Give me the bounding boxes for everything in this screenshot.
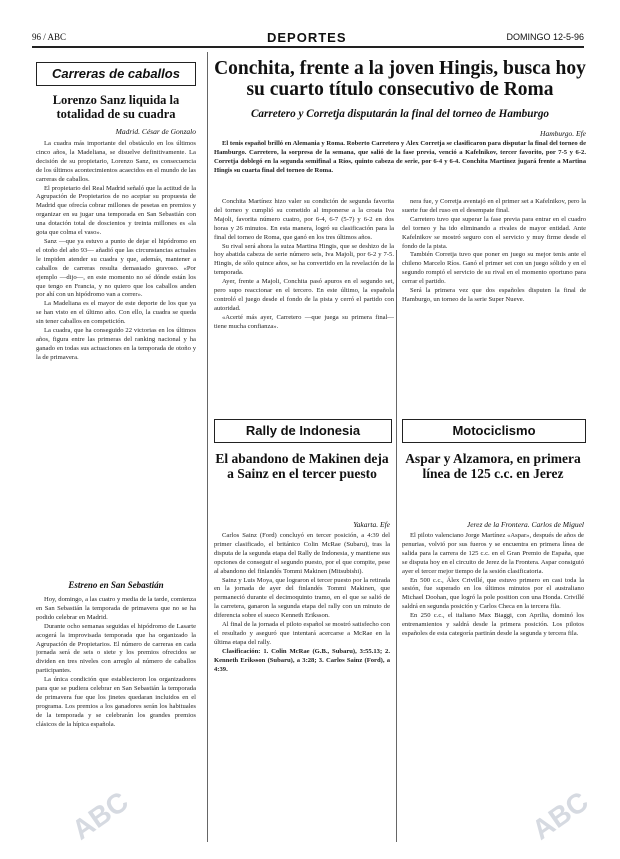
main-story-title: Conchita, frente a la joven Hingis, busca hoy su cuarto título consecutivo de Roma (214, 58, 586, 101)
paragraph: Durante ocho semanas seguidas el hipódromo de Lasarte acogerá la improvisada temporada que ha organizado la Agrupación de Propietarios. El número de carreras en cada jornada será de seis o siete y los premios ofrecidos se dividen en tres niveles con arreglo al número de caballos participantes. (36, 622, 196, 675)
moto-title: Aspar y Alzamora, en primera línea de 125 c.c. en Jerez (405, 451, 581, 481)
main-story-col2 (402, 198, 586, 414)
paragraph: Hoy, domingo, a las cuatro y media de la tarde, comienza en San Sebastián la temporada de primavera que no se ha podido celebrar en Madrid. (36, 596, 196, 621)
paragraph: La cuadra más importante del obstáculo en los últimos cinco años, la Madeliana, se disuelve definitivamente. La decisión de su propietario, Lorenzo Sanz, es consecuencia de los últimos acontecimientos acaecidos en el mundo de las carreras de caballos. (36, 140, 196, 183)
left-box-heading (36, 62, 196, 86)
main-story-col1 (214, 198, 394, 414)
moto-box-heading (402, 419, 586, 443)
page-label: 96 / ABC (32, 32, 67, 42)
main-story-subtitle: Carretero y Corretja disputarán la final del torneo de Hamburgo (250, 108, 550, 120)
main-story-byline: Hamburgo. Efe (540, 129, 586, 138)
page-header (32, 28, 584, 44)
paragraph: En 250 c.c., el italiano Max Biaggi, con Aprilia, dominó los entrenamientos y saldrá desde la primera posición. Los pilotos españoles de esta categoría partirán desde la segunda y tercera fila. (402, 612, 584, 637)
paragraph: La cuadra, que ha conseguido 22 victorias en los últimos años, figura entre las primeras del ranking nacional y ha ganado en todas sus actuaciones en la temporada de otoño y la de primavera. (36, 327, 196, 361)
moto-body (402, 532, 584, 830)
paragraph: «Acerté más ayer, Carretero —que juega su primera final— tiene mucha confianza». (214, 313, 394, 330)
abc-watermark: ABC (526, 785, 594, 846)
lead-paragraph: El tenis español brilló en Alemania y Roma. Roberto Carretero y Álex Corretja se clasificaron para disputar la final del torneo de Hamburgo. Carretero, la sorpresa de la semana, que salió de la fase previa, venció a Kafelnikov, tercer favorito, por 7-5 y 6-2. Corretja doblegó en la segunda semifinal a Ríos, quinto cabeza de serie, por 6-4 y 6-4. Conchita Martínez jugará frente a Martina Hingis su cuarta final del torneo de Roma. (214, 140, 586, 174)
left-article-byline: Madrid. César de Gonzalo (115, 127, 196, 136)
column-divider (207, 52, 208, 842)
paragraph: Al final de la jornada el piloto español se mostró satisfecho con el resultado y aseguró que intentará acercarse a McRae en la última etapa del rally. (214, 621, 390, 646)
paragraph: En 500 c.c., Álex Crivillé, que estuvo primero en casi toda la sesión, fue superado en los últimos minutos por el australiano Michael Doohan, que logró la pole position con una Honda. Crivillé saldrá en segunda posición y Carlos Checa en la tercera fila. (402, 576, 584, 611)
paragraph: Sainz y Luis Moya, que lograron el tercer puesto por la retirada en la jornada de ayer del finlandés Tommi Makinen, que permaneció durante el decimoquinto tramo, en el que se salió de la carretera, ganaron la segunda etapa del rally con un minuto de diferencia sobre el sueco Kenneth Eriksson. (214, 576, 390, 620)
left-article-title: Lorenzo Sanz liquida la totalidad de su cuadra (52, 93, 180, 121)
paragraph: Ayer, frente a Majoli, Conchita pasó apuros en el segundo set, pero supo reaccionar en el tercero. En este último, la española controló el juego desde el fondo de la pista y cerró el partido con autoridad. (214, 278, 394, 312)
rally-box-heading (214, 419, 392, 443)
paragraph: Conchita Martínez hizo valer su condición de segunda favorita del torneo y cumplió su cometido al imponerse a la croata Iva Majoli, favorita número cuatro, por 6-4, 6-7 (5-7) y 6-2 en dos horas y 26 minutos. En esta manera, logró su clasificación para la final del torneo de Roma, que ganó en los tres últimos años. (214, 198, 394, 241)
paragraph: El propietario del Real Madrid señaló que la actitud de la Agrupación de Propietarios de no aceptar su propuesta de Madrid que ofrecía cobrar millones de pesetas en premios y organizar en su jugar una temporada en San Sebastián con una dotación total de doscientos y treinta millones es «la gota que colma el vaso». (36, 184, 196, 237)
left-box-heading-text: Carreras de caballos (52, 66, 180, 81)
paragraph: También Corretja tuvo que poner en juego su mejor tenis ante el chileno Marcelo Ríos. Ganó el primer set con un juego sólido y en el segundo rompió el servicio de su rival en el momento oportuno para cerrar el partido. (402, 251, 586, 286)
paragraph: Carretero tuvo que superar la fase previa para entrar en el cuadro del torneo y ha ido eliminando a rivales de mayor entidad. Ante Kafelnikov se mostró seguro con el servicio y muy firme desde el fondo de la pista. (402, 215, 586, 250)
paragraph: nera fue, y Corretja aventajó en el primer set a Kafelnikov, pero la suerte fue del ruso en el desempate final. (402, 198, 586, 214)
paragraph: La Madeliana es el mayor de este deporte de los que ya se han visto en el último año. Con ello, la cuadra se queda sin tener caballos en competición. (36, 300, 196, 326)
paragraph: Su rival será ahora la suiza Martina Hingis, que se deshizo de la hoy abatida cabeza de serie número seis, Iva Majoli, por 6-2 y 7-5. Hingis, de sólo quince años, se ha convertido en la revelación de la temporada. (214, 242, 394, 277)
issue-date: DOMINGO 12-5-96 (506, 32, 584, 42)
main-story-lead (214, 140, 586, 194)
rally-byline: Yakarta. Efe (353, 520, 390, 529)
section-title: DEPORTES (267, 30, 347, 45)
paragraph: El piloto valenciano Jorge Martínez «Aspar», después de años de penurias, volvió por sus fueros y se encuentra en primera línea de salida para la carrera de 125 c.c. en el Gran Premio de España, que se disputa hoy en el circuito de Jerez de la Frontera. Aspar consiguió ayer el tercer mejor tiempo de la sesión clasificatoria. (402, 532, 584, 575)
moto-byline: Jerez de la Frontera. Carlos de Miguel (466, 520, 584, 529)
moto-box-heading-text: Motociclismo (452, 423, 536, 438)
rally-body (214, 532, 390, 830)
section2-heading: Estreno en San Sebastián (68, 580, 164, 590)
rally-title: El abandono de Makinen deja a Sainz en el tercer puesto (215, 451, 389, 481)
left-article-body (36, 140, 196, 572)
paragraph: Será la primera vez que dos españoles disputen la final de Hamburgo, un torneo de la serie Super Nueve. (402, 287, 586, 303)
paragraph: Sanz —que ya estuvo a punto de dejar el hipódromo en el otoño del año 93— añadió que las circunstancias actuales le impiden atender su cuadra y que, además, mantener a caballos de carreras resulta demasiado gravoso. «Por ejemplo —dijo—, en este momento no sé dónde están los que tengo en Francia, y no quiero que los caballos anden por ahí con un hipódromo van a correr». (36, 237, 196, 299)
paragraph: La única condición que establecieron los organizadores para que se pudiera celebrar en San Sebastián la temporada de primavera fue que los jinetes quedaran incluidos en el programa. Los premios a los ganadores serán los habituales de la temporada y se celebrarán los grandes premios clásicos de la hípica española. (36, 676, 196, 728)
rally-box-heading-text: Rally de Indonesia (245, 423, 361, 438)
header-rule (32, 46, 584, 48)
paragraph: Clasificación: 1. Colin McRae (G.B., Subaru), 3:55.13; 2. Kenneth Eriksson (Subaru), a 3:28; 3. Carlos Sainz (Ford), a 4:39. (214, 647, 390, 673)
column-divider (396, 250, 397, 842)
paragraph: Carlos Sainz (Ford) concluyó en tercer posición, a 4:39 del primer clasificado, el británico Colin McRae (Subaru), tras la disputa de la segunda etapa del Rally de Indonesia, y mantiene sus opciones de conseguir el segundo puesto, por el que compite, pese al abandono del finlandés Tommi Makinen (Mitsubishi). (214, 532, 390, 575)
abc-watermark: ABC (66, 785, 134, 846)
